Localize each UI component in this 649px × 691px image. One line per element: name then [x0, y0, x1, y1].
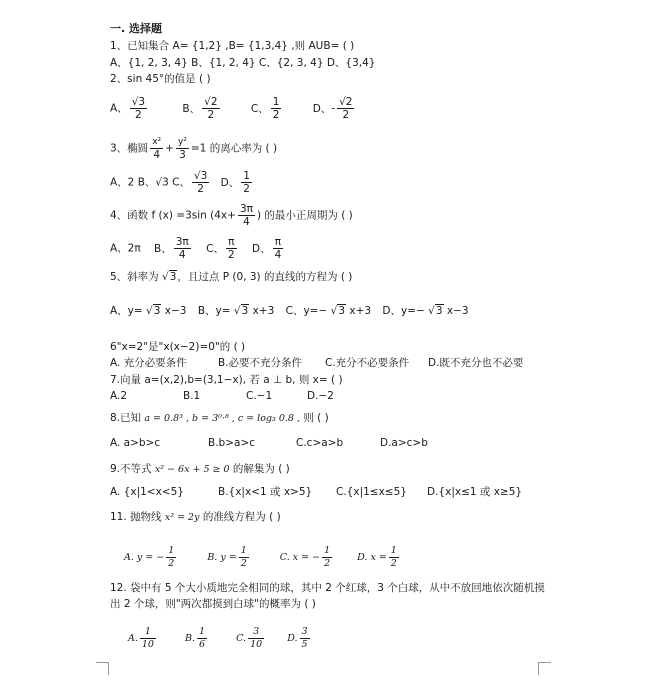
numerator: 1 [140, 626, 156, 639]
q8-expression: a = 0.8³ , b = 3⁰·⁸ , c = log₃ 0.8 , [144, 413, 300, 424]
q11-option-b-label: B. y = [207, 552, 237, 563]
q11-stem-prefix: 11. 抛物线 [110, 511, 162, 523]
q5-option-d-pre: D、y=− [382, 305, 425, 317]
numerator: 1 [199, 626, 206, 637]
denominator: 10 [141, 639, 154, 650]
denominator: 5 [301, 639, 308, 650]
denominator: 6 [199, 639, 206, 650]
q7-option-d: D.−2 [307, 390, 334, 402]
q9-option-c: C.{x|1≤x≤5} [336, 486, 407, 498]
q3-stem [110, 136, 277, 161]
q3-x-fraction [150, 136, 163, 161]
q2-options [110, 96, 356, 121]
q7-stem: 7.向量 a=(x,2),b=(3,1−x), 若 a ⊥ b, 则 x= ( ) [110, 374, 343, 386]
q5-option-b-pre: B、y= [197, 305, 231, 317]
q5-option-c-pre: C、y=− [285, 305, 328, 317]
q4-stem-suffix: ) 的最小正周期为 ( ) [256, 209, 353, 222]
q2-option-b-fraction [202, 96, 219, 121]
q6-option-b: B.必要不充分条件 [218, 357, 303, 369]
q6-option-d: D.既不充分也不必要 [428, 357, 524, 369]
numerator: 1 [240, 545, 247, 556]
q4-option-a: A、2π [110, 242, 141, 255]
denominator: 2 [243, 183, 250, 195]
numerator: 3π [175, 236, 189, 248]
q2-option-d-fraction [337, 96, 354, 121]
q11-stem [110, 511, 281, 524]
q2-option-b-label: B、 [182, 102, 201, 115]
denominator: 2 [227, 249, 235, 261]
q11-option-d-fraction [389, 545, 399, 570]
q3-y-fraction [176, 136, 189, 161]
q2-option-d-sign: - [331, 102, 336, 115]
q5-option-a: A、y= √3 x−3 [110, 305, 187, 317]
q4-option-c-label: C、 [206, 242, 224, 255]
q8-stem-suffix: 则 ( ) [303, 412, 329, 424]
q5-option-a-radicand: 3 [153, 305, 161, 317]
numerator: 1 [243, 170, 250, 182]
q9-stem-prefix: 9.不等式 [110, 463, 152, 475]
q5-option-d-post: x−3 [446, 305, 469, 317]
q2-option-a-fraction [130, 96, 147, 121]
q5-options [110, 305, 469, 318]
denominator: 2 [272, 109, 280, 121]
page-corner-mark-right [538, 662, 551, 675]
q5-option-d-radicand: 3 [435, 305, 443, 317]
q3-option-c-fraction [192, 170, 209, 195]
q4-option-d-fraction [273, 236, 284, 261]
q3-options [110, 170, 254, 195]
q8-stem [110, 412, 329, 425]
numerator: 1 [324, 545, 331, 556]
denominator: 10 [250, 639, 263, 650]
q3-stem-suffix: =1 的离心率为 ( ) [190, 142, 278, 155]
numerator: 1 [168, 545, 175, 556]
q2-stem: 2、sin 45°的值是 ( ) [110, 73, 211, 85]
q2-option-c-fraction [271, 96, 282, 121]
q6-option-c: C.充分不必要条件 [325, 357, 410, 369]
section-title: 一. 选择题 [110, 22, 163, 35]
q5-option-c-post: x+3 [349, 305, 372, 317]
q2-option-c-label: C、 [250, 102, 269, 115]
q11-option-c-fraction [322, 545, 332, 570]
q12-options [128, 626, 312, 651]
q2-option-d-label: D、 [312, 102, 332, 115]
q3-option-d-label: D、 [220, 176, 240, 189]
q9-expression: x² − 6x + 5 ≥ 0 [154, 464, 230, 475]
numerator: 3π [239, 203, 253, 215]
q5-option-b: B、y= √3 x+3 [197, 305, 275, 317]
q12-stem-line2: 出 2 个球，则"两次都摸到白球"的概率为 ( ) [110, 598, 316, 610]
q1-stem: 1、已知集合 A= {1,2} ,B= {1,3,4} ,则 AUB= ( ) [110, 40, 355, 52]
q4-option-c-fraction [226, 236, 237, 261]
q3-stem-prefix: 3、椭圆 [110, 142, 149, 155]
q12-option-c-fraction [248, 626, 264, 651]
q8-option-d: D.a>c>b [380, 437, 428, 449]
q11-options [124, 545, 401, 570]
denominator: 4 [243, 216, 250, 228]
q5-option-d: D、y=− √3 x−3 [382, 305, 469, 317]
q5-option-c: C、y=− √3 x+3 [285, 305, 372, 317]
q11-option-a-fraction [166, 545, 176, 570]
denominator: 2 [240, 558, 247, 569]
page-corner-mark-left [96, 662, 109, 675]
q5-option-a-pre: A、y= [110, 305, 143, 317]
q12-option-b-label: B. [185, 633, 196, 644]
q7-option-c: C.−1 [246, 390, 273, 402]
q1-options: A、{1, 2, 3, 4} B、{1, 2, 4} C、{2, 3, 4} D、{3,4} [110, 57, 376, 69]
numerator: 1 [390, 545, 397, 556]
q4-stem [110, 203, 353, 228]
q4-option-d-label: D、 [251, 242, 271, 255]
q8-option-b: B.b>a>c [208, 437, 256, 449]
q5-radicand: 3 [169, 271, 177, 283]
denominator: 2 [135, 109, 142, 121]
q9-option-a: A. {x|1<x<5} [110, 486, 184, 498]
q6-stem: 6"x=2"是"x(x−2)=0"的 ( ) [110, 341, 246, 353]
q12-option-d-label: D. [287, 633, 298, 644]
q12-stem-line1: 12. 袋中有 5 个大小质地完全相同的球，其中 2 个红球，3 个白球，从中不放回地依次随机摸 [110, 582, 545, 594]
q5-option-b-radicand: 3 [241, 305, 249, 317]
q9-option-b: B.{x|x<1 或 x>5} [218, 486, 313, 498]
q4-option-b-fraction [174, 236, 191, 261]
q4-fraction [238, 203, 255, 228]
q12-option-b-fraction [197, 626, 207, 651]
denominator: 2 [324, 558, 331, 569]
denominator: 2 [168, 558, 175, 569]
q6-option-a: A. 充分必要条件 [110, 357, 187, 369]
q4-stem-prefix: 4、函数 f (x) =3sin (4x+ [110, 209, 236, 222]
q2-option-a-label: A、 [110, 102, 128, 115]
q8-stem-prefix: 8.已知 [110, 412, 142, 424]
q4-option-b-label: B、 [154, 242, 172, 255]
q7-option-a: A.2 [110, 390, 128, 402]
denominator: 4 [153, 149, 160, 161]
numerator: √3 [131, 96, 146, 108]
q5-stem-suffix: ，且过点 P (0, 3) 的直线的方程为 ( ) [177, 271, 353, 283]
denominator: 3 [179, 149, 186, 161]
numerator: x² [152, 137, 162, 147]
q12-option-d-fraction [300, 626, 310, 651]
numerator: √2 [339, 96, 353, 108]
q3-option-d-fraction [241, 170, 252, 195]
q11-option-d-label: D. x = [357, 552, 387, 563]
q11-expression: x² = 2y [164, 512, 200, 523]
q11-option-b-fraction [239, 545, 249, 570]
q3-plus: + [165, 142, 174, 155]
q5-option-c-radicand: 3 [338, 305, 346, 317]
q9-stem [110, 463, 290, 476]
q8-option-a: A. a>b>c [110, 437, 161, 449]
q5-stem: 5、斜率为 √3，且过点 P (0, 3) 的直线的方程为 ( ) [110, 271, 353, 283]
q11-stem-suffix: 的准线方程为 ( ) [202, 511, 281, 523]
numerator: π [226, 236, 237, 249]
numerator: π [273, 236, 284, 249]
numerator: √3 [193, 170, 208, 182]
q8-option-c: C.c>a>b [296, 437, 344, 449]
denominator: 2 [197, 183, 204, 195]
q11-option-c-label: C. x = − [279, 552, 321, 563]
numerator: y² [177, 137, 187, 147]
numerator: √2 [204, 96, 218, 108]
q5-stem-prefix: 5、斜率为 [110, 271, 159, 283]
q12-option-a-fraction [140, 626, 156, 651]
numerator: 3 [248, 626, 264, 639]
denominator: 4 [178, 249, 186, 261]
q4-options [110, 236, 285, 261]
q11-option-a-label: A. y = − [124, 552, 165, 563]
q9-option-d: D.{x|x≤1 或 x≥5} [427, 486, 523, 498]
denominator: 2 [342, 109, 350, 121]
denominator: 2 [390, 558, 397, 569]
q7-option-b: B.1 [183, 390, 201, 402]
q5-option-a-post: x−3 [164, 305, 187, 317]
numerator: 1 [272, 96, 280, 108]
q9-stem-suffix: 的解集为 ( ) [232, 463, 290, 475]
denominator: 4 [274, 249, 282, 261]
q5-option-b-post: x+3 [252, 305, 275, 317]
q3-options-prefix: A、2 B、√3 C、 [110, 176, 190, 189]
numerator: 3 [301, 626, 308, 637]
q12-option-c-label: C. [236, 633, 247, 644]
q12-option-a-label: A. [128, 633, 138, 644]
denominator: 2 [207, 109, 215, 121]
